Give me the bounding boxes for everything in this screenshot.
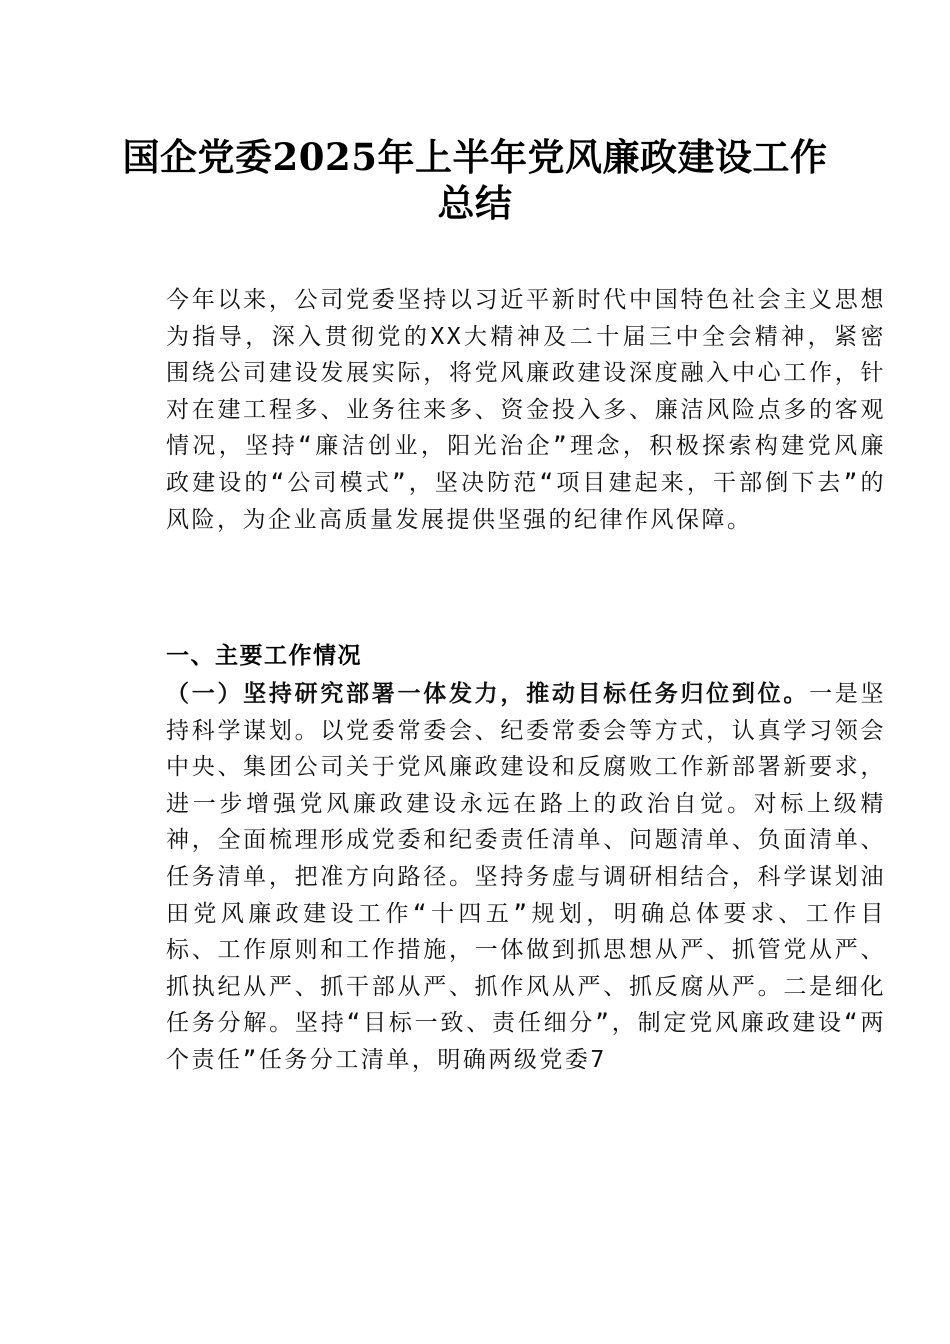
subsection-text: 一是坚持科学谋划。以党委常委会、纪委常委会等方式，认真学习领会中央、集团公司关于党风廉政建设和反腐败工作新部署新要求，进一步增强党风廉政建设永远在路上的政治自觉。对标上级精神，全面梳理形成党委和纪委责任清单、问题清单、负面清单、任务清单，把准方向路径。坚持务虚与调研相结合，科学谋划油田党风廉政建设工作“十四五”规划，明确总体要求、工作目标、工作原则和工作措施，一体做到抓思想从严、抓管党从严、抓执纪从严、抓干部从严、抓作风从严、抓反腐从严。二是细化任务分解。坚持“目标一致、责任细分”，制定党风廉政建设“两个责任”任务分工清单，明确两级党委7	[166, 681, 887, 1073]
subsection-paragraph	[120, 676, 886, 1079]
intro-paragraph: 今年以来，公司党委坚持以习近平新时代中国特色社会主义思想为指导，深入贯彻党的XX大精神及二十届三中全会精神，紧密围绕公司建设发展实际，将党风廉政建设深度融入中心工作，针对在建工程多、业务往来多、资金投入多、廉洁风险点多的客观情况，坚持“廉洁创业，阳光治企”理念，积极探索构建党风廉政建设的“公司模式”，坚决防范“项目建起来，干部倒下去”的风险，为企业高质量发展提供坚强的纪律作风保障。	[166, 287, 886, 533]
subsection-heading: （一）坚持研究部署一体发力，推动目标任务归位到位。	[166, 681, 810, 707]
section-heading: 一、主要工作情况	[166, 643, 362, 669]
document-title: 国企党委2025年上半年党风廉政建设工作总结	[122, 135, 828, 225]
